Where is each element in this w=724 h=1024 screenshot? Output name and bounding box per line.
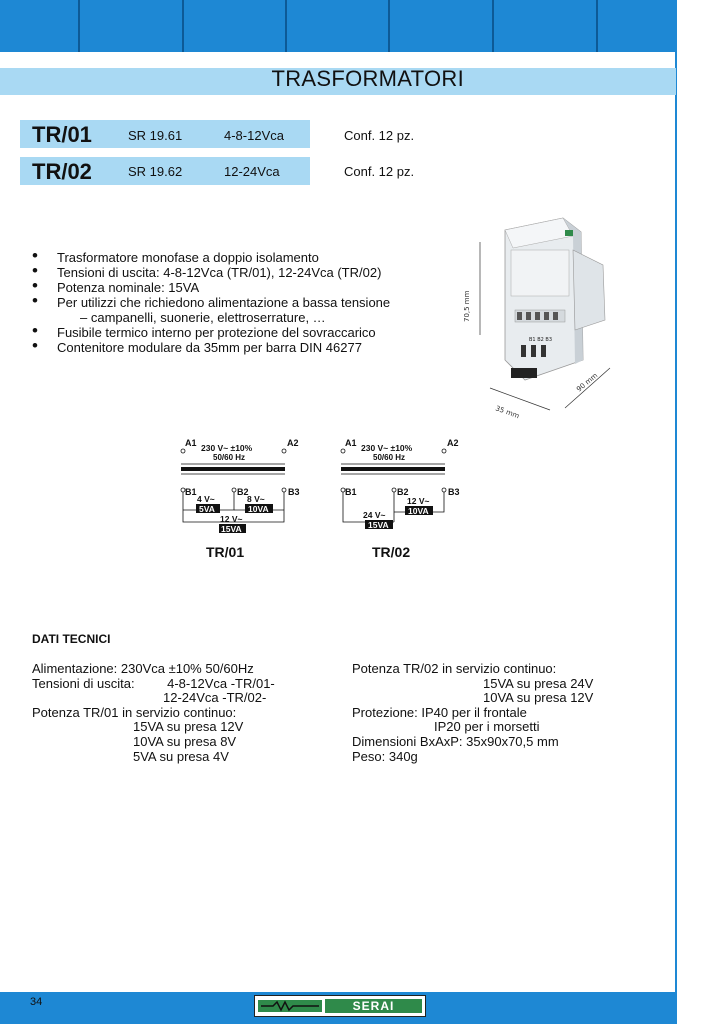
- input-frequency: 50/60 Hz: [213, 453, 246, 462]
- terminal-b2: B2: [237, 487, 249, 497]
- product-illustration: [455, 210, 625, 425]
- output-voltage-1: 4 V~: [197, 494, 215, 504]
- diagram-caption: TR/02: [372, 544, 411, 560]
- product-pack: Conf. 12 pz.: [344, 128, 415, 143]
- logo-mark-icon: [255, 996, 325, 1016]
- width-dimension: 35 mm: [494, 404, 521, 421]
- diagram-caption: TR/01: [206, 544, 245, 560]
- header-divider: [388, 0, 390, 52]
- page-number: 34: [30, 996, 43, 1008]
- feature-item: • Per utilizzi che richiedono alimentazione a bassa tensione: [32, 295, 390, 310]
- product-ref: SR 19.61: [128, 128, 183, 143]
- input-frequency: 50/60 Hz: [373, 453, 406, 462]
- terminal-b1: B1: [185, 487, 197, 497]
- product-pack: Conf. 12 pz.: [344, 164, 415, 179]
- product-voltage: 12-24Vca: [224, 164, 280, 179]
- header-divider: [596, 0, 598, 52]
- feature-item: • Trasformatore monofase a doppio isolamento: [32, 250, 390, 265]
- output-power-3: 15VA: [221, 524, 242, 534]
- terminal-b2: B2: [397, 487, 409, 497]
- header-divider: [492, 0, 494, 52]
- tech-line: Alimentazione: 230Vca ±10% 50/60Hz: [32, 661, 254, 676]
- product-voltage: 4-8-12Vca: [224, 128, 284, 143]
- tech-line: 15VA su presa 12V: [133, 719, 244, 735]
- tech-line: Dimensioni BxAxP: 35x90x70,5 mm: [352, 733, 559, 749]
- header-divider: [182, 0, 184, 52]
- feature-item: • Fusibile termico interno per protezione del sovraccarico: [32, 325, 390, 340]
- tech-line: IP20 per i morsetti: [434, 719, 540, 735]
- tech-line: 12-24Vca -TR/02-: [163, 690, 267, 706]
- feature-subitem: – campanelli, suonerie, elettroserrature, …: [80, 310, 326, 325]
- feature-item: • Potenza nominale: 15VA: [32, 280, 390, 295]
- output-power-1: 10VA: [408, 506, 429, 516]
- terminal-a2: A2: [287, 438, 299, 448]
- input-voltage: 230 V~ ±10%: [201, 443, 253, 453]
- tech-left-column: [32, 662, 275, 764]
- tech-line: 10VA su presa 12V: [483, 690, 594, 706]
- tech-line: Potenza TR/02 in servizio continuo:: [352, 661, 557, 676]
- header-divider: [285, 0, 287, 52]
- tech-line: 10VA su presa 8V: [133, 733, 237, 749]
- product-ref: SR 19.62: [128, 164, 183, 179]
- terminal-a1: A1: [185, 438, 197, 448]
- output-voltage-1: 12 V~: [407, 496, 430, 506]
- brand-logo: [254, 995, 426, 1017]
- feature-list: [32, 250, 390, 355]
- height-dimension: 70,5 mm: [463, 290, 471, 322]
- wiring-diagram-tr02: [335, 436, 465, 536]
- page-title: TRASFORMATORI: [271, 66, 464, 91]
- feature-item: • Tensioni di uscita: 4-8-12Vca (TR/01), 12-24Vca (TR/02): [32, 265, 390, 280]
- tech-line: 5VA su presa 4V: [133, 748, 229, 764]
- output-voltage-2: 24 V~: [363, 510, 386, 520]
- terminal-labels: B1 B2 B3: [529, 337, 553, 343]
- terminal-a2: A2: [447, 438, 459, 448]
- output-power-1: 5VA: [199, 504, 215, 514]
- terminal-b1: B1: [345, 487, 357, 497]
- product-code: TR/02: [32, 159, 92, 184]
- tech-line: Tensioni di uscita: 4-8-12Vca -TR/01-: [32, 675, 275, 691]
- tech-heading: DATI TECNICI: [32, 632, 111, 646]
- tech-line: 15VA su presa 24V: [483, 675, 594, 691]
- output-voltage-2: 8 V~: [247, 494, 265, 504]
- tech-right-column: [352, 662, 593, 764]
- output-power-2: 15VA: [368, 520, 389, 530]
- brand-name: SERAI: [325, 999, 422, 1013]
- terminal-b3: B3: [448, 487, 460, 497]
- tech-line: Peso: 340g: [352, 748, 418, 764]
- header-divider: [78, 0, 80, 52]
- terminal-b3: B3: [288, 487, 300, 497]
- header-bar: [0, 0, 676, 52]
- tech-line: Protezione: IP40 per il frontale: [352, 704, 527, 720]
- right-border: [675, 0, 677, 1024]
- product-code: TR/01: [32, 122, 92, 147]
- terminal-a1: A1: [345, 438, 357, 448]
- input-voltage: 230 V~ ±10%: [361, 443, 413, 453]
- wiring-diagram-tr01: [175, 436, 305, 536]
- output-power-2: 10VA: [248, 504, 269, 514]
- depth-dimension: 90 mm: [575, 371, 600, 394]
- output-voltage-3: 12 V~: [220, 514, 243, 524]
- tech-line: Potenza TR/01 in servizio continuo:: [32, 704, 237, 720]
- feature-item: • Contenitore modulare da 35mm per barra DIN 46277: [32, 340, 390, 355]
